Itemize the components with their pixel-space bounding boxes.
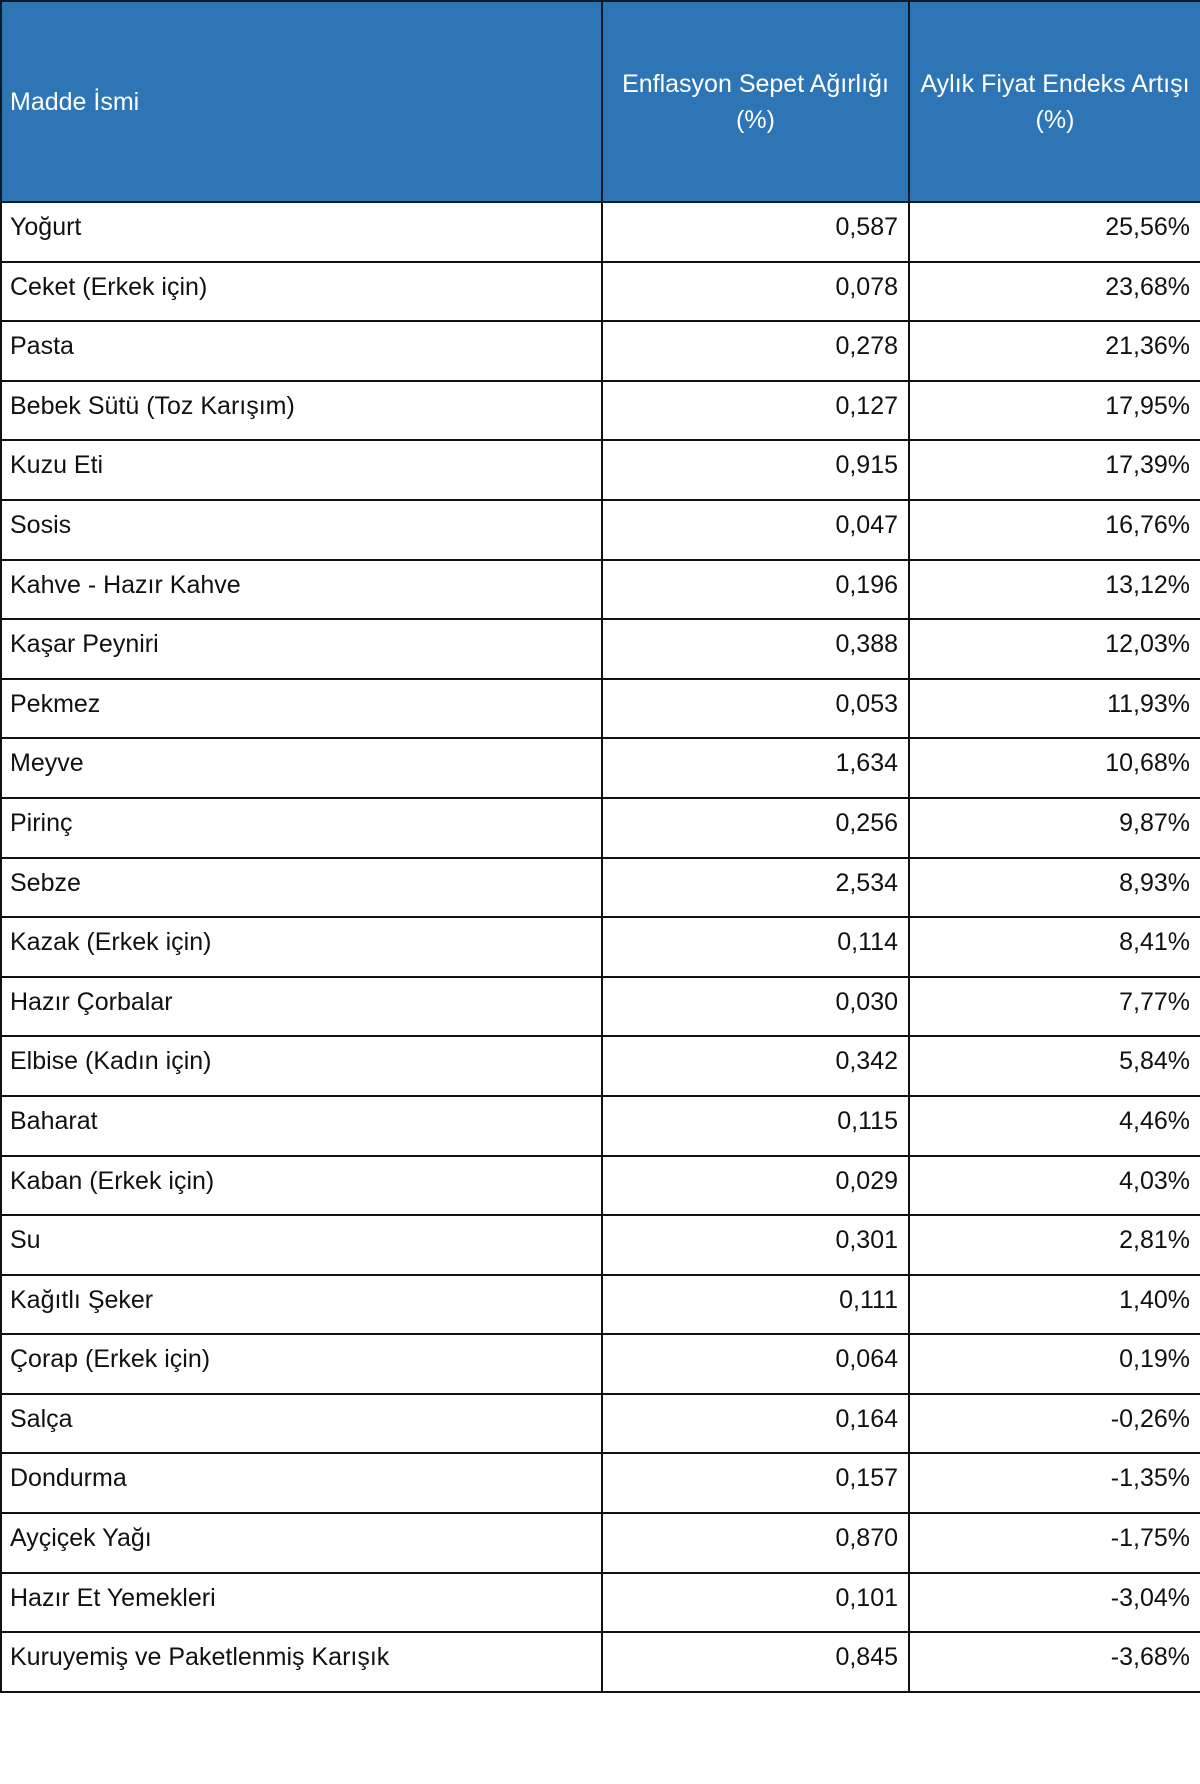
table-row (1, 202, 1200, 262)
cell-basket-weight: 0,157 (602, 1453, 909, 1513)
cell-monthly-increase: 5,84% (909, 1036, 1200, 1096)
cell-basket-weight: 0,047 (602, 500, 909, 560)
cell-item-name: Pasta (1, 321, 602, 381)
cell-basket-weight: 0,064 (602, 1334, 909, 1394)
cell-basket-weight: 0,301 (602, 1215, 909, 1275)
cell-monthly-increase: -3,04% (909, 1573, 1200, 1633)
table-row (1, 679, 1200, 739)
cell-monthly-increase: 8,93% (909, 858, 1200, 918)
cell-basket-weight: 0,164 (602, 1394, 909, 1454)
cell-basket-weight: 1,634 (602, 738, 909, 798)
cell-item-name: Kazak (Erkek için) (1, 917, 602, 977)
cell-monthly-increase: 21,36% (909, 321, 1200, 381)
table-row (1, 917, 1200, 977)
cell-basket-weight: 0,078 (602, 262, 909, 322)
cell-item-name: Kuzu Eti (1, 440, 602, 500)
cell-item-name: Ayçiçek Yağı (1, 1513, 602, 1573)
cell-basket-weight: 0,030 (602, 977, 909, 1037)
cell-basket-weight: 0,915 (602, 440, 909, 500)
cell-item-name: Pekmez (1, 679, 602, 739)
table-row (1, 1573, 1200, 1633)
table-row (1, 1453, 1200, 1513)
cell-item-name: Dondurma (1, 1453, 602, 1513)
cell-item-name: Çorap (Erkek için) (1, 1334, 602, 1394)
header-row (1, 1, 1200, 202)
cell-item-name: Pirinç (1, 798, 602, 858)
cell-monthly-increase: 17,95% (909, 381, 1200, 441)
table-row (1, 1215, 1200, 1275)
cell-basket-weight: 0,127 (602, 381, 909, 441)
cell-basket-weight: 0,111 (602, 1275, 909, 1335)
table-row (1, 1394, 1200, 1454)
cell-monthly-increase: 2,81% (909, 1215, 1200, 1275)
cell-item-name: Hazır Çorbalar (1, 977, 602, 1037)
table-row (1, 440, 1200, 500)
table-row (1, 381, 1200, 441)
table-header (1, 1, 1200, 202)
cell-monthly-increase: 4,46% (909, 1096, 1200, 1156)
cell-item-name: Kaban (Erkek için) (1, 1156, 602, 1216)
cell-monthly-increase: 1,40% (909, 1275, 1200, 1335)
table-row (1, 1513, 1200, 1573)
cell-monthly-increase: 25,56% (909, 202, 1200, 262)
cell-basket-weight: 0,870 (602, 1513, 909, 1573)
cell-basket-weight: 0,256 (602, 798, 909, 858)
table-row (1, 1632, 1200, 1692)
cell-item-name: Baharat (1, 1096, 602, 1156)
cell-basket-weight: 0,029 (602, 1156, 909, 1216)
cell-item-name: Kuruyemiş ve Paketlenmiş Karışık (1, 1632, 602, 1692)
cell-monthly-increase: -1,35% (909, 1453, 1200, 1513)
cell-monthly-increase: 13,12% (909, 560, 1200, 620)
cell-item-name: Ceket (Erkek için) (1, 262, 602, 322)
cell-basket-weight: 0,115 (602, 1096, 909, 1156)
table-row (1, 798, 1200, 858)
cell-item-name: Yoğurt (1, 202, 602, 262)
cell-item-name: Sebze (1, 858, 602, 918)
table-row (1, 262, 1200, 322)
cell-basket-weight: 0,053 (602, 679, 909, 739)
cell-item-name: Salça (1, 1394, 602, 1454)
table-row (1, 560, 1200, 620)
table-row (1, 1334, 1200, 1394)
cell-item-name: Kaşar Peyniri (1, 619, 602, 679)
table-row (1, 500, 1200, 560)
cell-monthly-increase: -1,75% (909, 1513, 1200, 1573)
cell-item-name: Bebek Sütü (Toz Karışım) (1, 381, 602, 441)
table-row (1, 1156, 1200, 1216)
cell-monthly-increase: 11,93% (909, 679, 1200, 739)
cell-item-name: Kahve - Hazır Kahve (1, 560, 602, 620)
cell-monthly-increase: -0,26% (909, 1394, 1200, 1454)
table-row (1, 1036, 1200, 1096)
cell-monthly-increase: 0,19% (909, 1334, 1200, 1394)
cell-monthly-increase: 16,76% (909, 500, 1200, 560)
cell-monthly-increase: 7,77% (909, 977, 1200, 1037)
cell-item-name: Sosis (1, 500, 602, 560)
table-row (1, 1096, 1200, 1156)
cell-item-name: Hazır Et Yemekleri (1, 1573, 602, 1633)
cell-basket-weight: 0,587 (602, 202, 909, 262)
cell-monthly-increase: 8,41% (909, 917, 1200, 977)
cell-item-name: Su (1, 1215, 602, 1275)
cell-basket-weight: 0,845 (602, 1632, 909, 1692)
cell-basket-weight: 0,278 (602, 321, 909, 381)
column-header-monthly-increase: Aylık Fiyat Endeks Artışı (%) (909, 1, 1200, 202)
cell-item-name: Meyve (1, 738, 602, 798)
cell-monthly-increase: 10,68% (909, 738, 1200, 798)
cell-monthly-increase: -3,68% (909, 1632, 1200, 1692)
table-row (1, 977, 1200, 1037)
cell-basket-weight: 0,114 (602, 917, 909, 977)
table-row (1, 738, 1200, 798)
cell-monthly-increase: 12,03% (909, 619, 1200, 679)
table-row (1, 619, 1200, 679)
cell-monthly-increase: 17,39% (909, 440, 1200, 500)
table-body (1, 202, 1200, 1692)
cell-monthly-increase: 9,87% (909, 798, 1200, 858)
cell-basket-weight: 0,342 (602, 1036, 909, 1096)
column-header-item-name: Madde İsmi (1, 1, 602, 202)
cell-basket-weight: 0,101 (602, 1573, 909, 1633)
table-row (1, 858, 1200, 918)
cell-item-name: Kağıtlı Şeker (1, 1275, 602, 1335)
cell-basket-weight: 2,534 (602, 858, 909, 918)
cell-item-name: Elbise (Kadın için) (1, 1036, 602, 1096)
cell-monthly-increase: 4,03% (909, 1156, 1200, 1216)
table-row (1, 1275, 1200, 1335)
column-header-basket-weight: Enflasyon Sepet Ağırlığı (%) (602, 1, 909, 202)
cell-basket-weight: 0,388 (602, 619, 909, 679)
cell-monthly-increase: 23,68% (909, 262, 1200, 322)
table-row (1, 321, 1200, 381)
cell-basket-weight: 0,196 (602, 560, 909, 620)
